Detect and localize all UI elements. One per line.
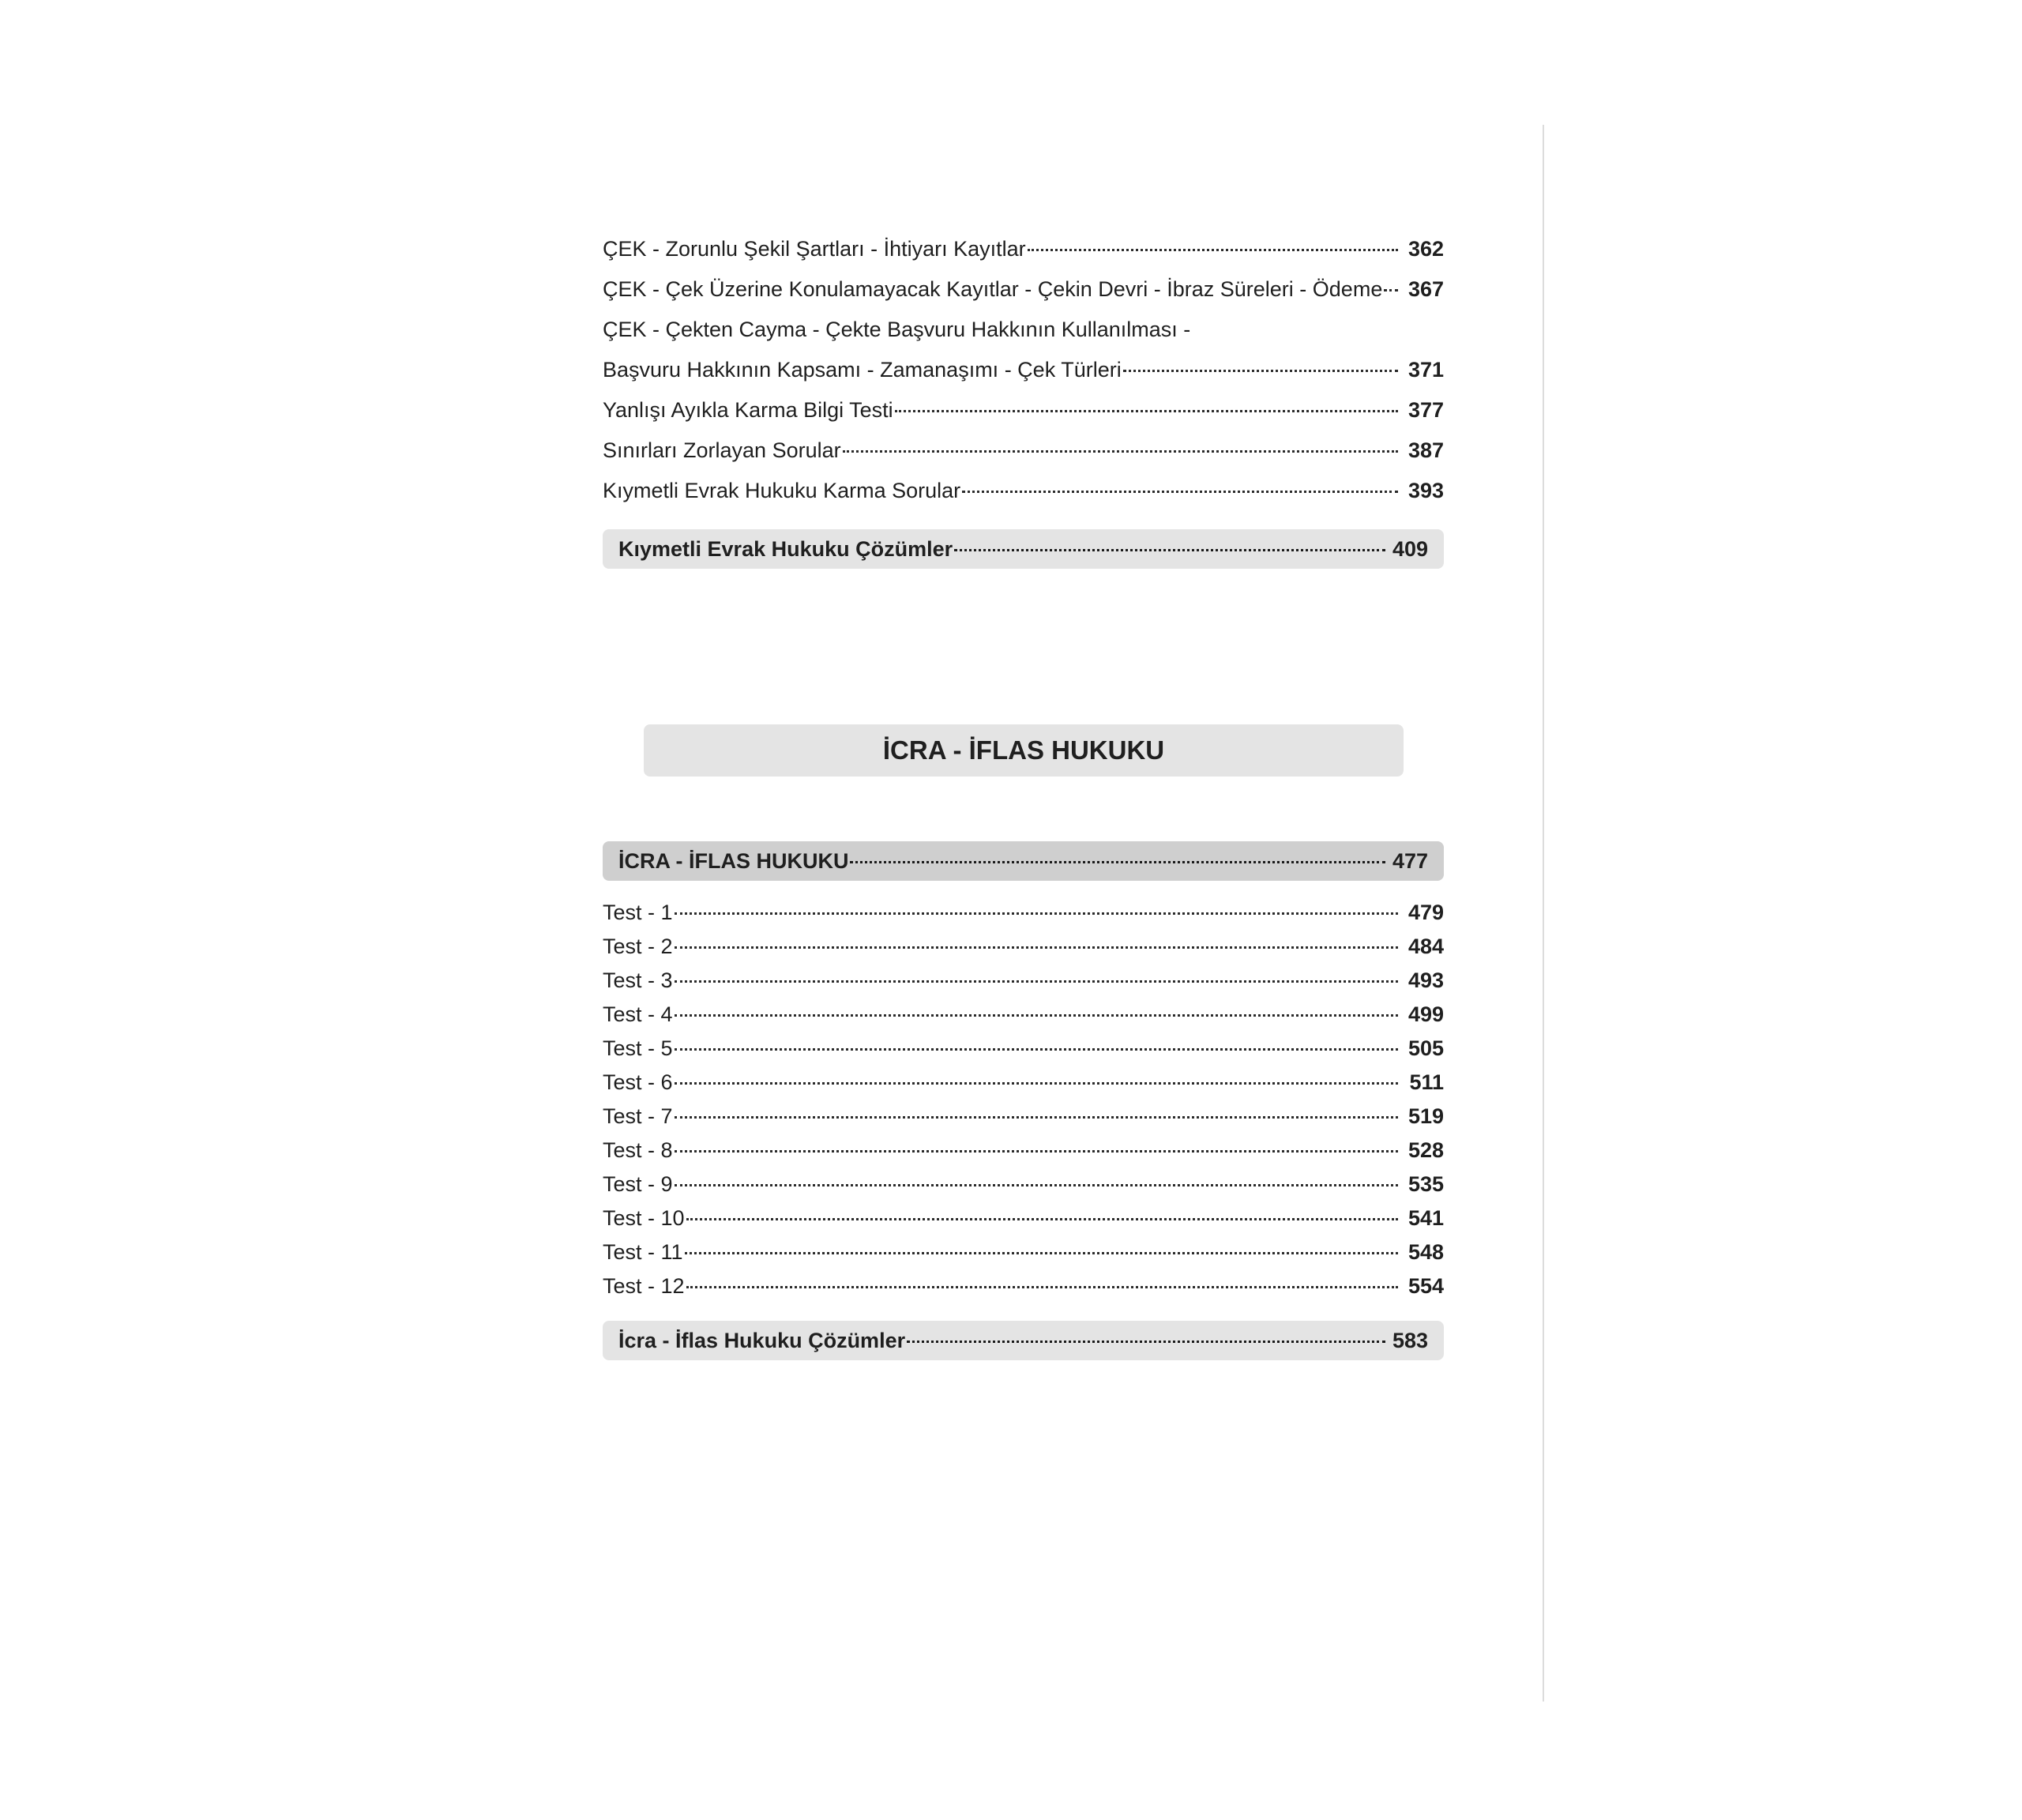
toc-entry-page: 484 [1408,934,1444,958]
toc-entry-page: 511 [1409,1070,1444,1094]
toc-entry-title: Yanlışı Ayıkla Karma Bilgi Testi [603,398,893,422]
dot-leader [843,450,1398,453]
toc-entry-title: Test - 11 [603,1240,683,1264]
dot-leader [675,1116,1398,1119]
toc-entry-title: Test - 9 [603,1172,673,1196]
toc-test-entry[interactable] [603,1066,1444,1098]
toc-entry-title: Test - 8 [603,1138,673,1162]
toc-entry[interactable] [603,475,1444,506]
dot-leader [675,1184,1398,1186]
dot-leader [675,980,1398,983]
toc-test-entry[interactable] [603,1032,1444,1064]
toc-entry-title: Kıymetli Evrak Hukuku Çözümler [618,537,953,561]
dot-leader [895,410,1398,412]
toc-entry-page: 583 [1392,1329,1428,1352]
toc-entry-title: Kıymetli Evrak Hukuku Karma Sorular [603,479,961,502]
toc-entry-page: 409 [1392,537,1428,561]
toc-test-entry[interactable] [603,1236,1444,1268]
toc-entry[interactable] [603,434,1444,466]
toc-entry-page: 548 [1408,1240,1444,1264]
toc-entry-page: 477 [1392,849,1428,873]
toc-entry-continued[interactable] [603,314,1444,345]
toc-test-entry[interactable] [603,1168,1444,1200]
toc-section-header-entry[interactable] [603,841,1444,881]
toc-test-entry[interactable] [603,998,1444,1030]
toc-entry-page: 371 [1408,358,1444,382]
toc-entry-title: ÇEK - Zorunlu Şekil Şartları - İhtiyarı Kayıtlar [603,237,1026,261]
toc-test-entry[interactable] [603,1202,1444,1234]
toc-entry-page: 499 [1408,1002,1444,1026]
dot-leader [1123,370,1398,372]
dot-leader [675,912,1398,915]
toc-entry-title: Test - 7 [603,1104,673,1128]
toc-entry-page: 535 [1408,1172,1444,1196]
toc-entry[interactable] [603,273,1444,305]
toc-entry-page: 362 [1408,237,1444,261]
toc-entry-page: 367 [1408,277,1444,301]
toc-entry-title: İcra - İflas Hukuku Çözümler [618,1329,906,1352]
toc-entry-title: Başvuru Hakkının Kapsamı - Zamanaşımı - Çek Türleri [603,358,1122,382]
toc-entry[interactable] [603,354,1444,385]
toc-entry-title: Test - 1 [603,901,673,924]
dot-leader [685,1252,1398,1254]
toc-entry[interactable] [603,394,1444,426]
dot-leader [1384,289,1398,291]
toc-entry-title: Test - 5 [603,1036,673,1060]
toc-entry-title: Test - 4 [603,1002,673,1026]
toc-entry-title: ÇEK - Çekten Cayma - Çekte Başvuru Hakkının Kullanılması - [603,318,1191,341]
toc-entry-page: 377 [1408,398,1444,422]
toc-entry-title: Test - 2 [603,934,673,958]
toc-entry-page: 505 [1408,1036,1444,1060]
dot-leader [686,1286,1398,1288]
toc-entry-title: ÇEK - Çek Üzerine Konulamayacak Kayıtlar - Çekin Devri - İbraz Süreleri - Ödeme [603,277,1383,301]
toc-solutions-entry[interactable] [603,529,1444,569]
toc-entry-page: 479 [1408,901,1444,924]
toc-entry-title: Test - 6 [603,1070,673,1094]
page-edge-rule [1543,125,1544,1702]
dot-leader [1028,249,1398,251]
dot-leader [907,1341,1385,1343]
toc-test-entry[interactable] [603,1134,1444,1166]
dot-leader [675,1048,1398,1051]
toc-entry-page: 393 [1408,479,1444,502]
toc-entry-page: 387 [1408,438,1444,462]
dot-leader [675,1082,1398,1085]
dot-leader [675,1150,1398,1153]
toc-test-entry[interactable] [603,1100,1444,1132]
toc-entry-page: 554 [1408,1274,1444,1298]
section-heading: İCRA - İFLAS HUKUKU [644,724,1404,777]
toc-entry-page: 493 [1408,968,1444,992]
toc-test-entry[interactable] [603,965,1444,996]
toc-entry-page: 528 [1408,1138,1444,1162]
toc-test-entry[interactable] [603,897,1444,928]
toc-entry-title: Test - 10 [603,1206,685,1230]
toc-entry-title: Test - 3 [603,968,673,992]
dot-leader [675,946,1398,949]
dot-leader [962,491,1398,493]
dot-leader [850,861,1385,863]
dot-leader [675,1014,1398,1017]
toc-test-entry[interactable] [603,1270,1444,1302]
dot-leader [954,549,1385,551]
toc-entry-page: 519 [1408,1104,1444,1128]
toc-solutions-entry[interactable] [603,1321,1444,1360]
toc-entry[interactable] [603,233,1444,265]
toc-test-entry[interactable] [603,931,1444,962]
dot-leader [686,1218,1398,1220]
toc-entry-page: 541 [1408,1206,1444,1230]
toc-entry-title: Test - 12 [603,1274,685,1298]
toc-entry-title: Sınırları Zorlayan Sorular [603,438,841,462]
toc-entry-title: İCRA - İFLAS HUKUKU [618,849,849,873]
